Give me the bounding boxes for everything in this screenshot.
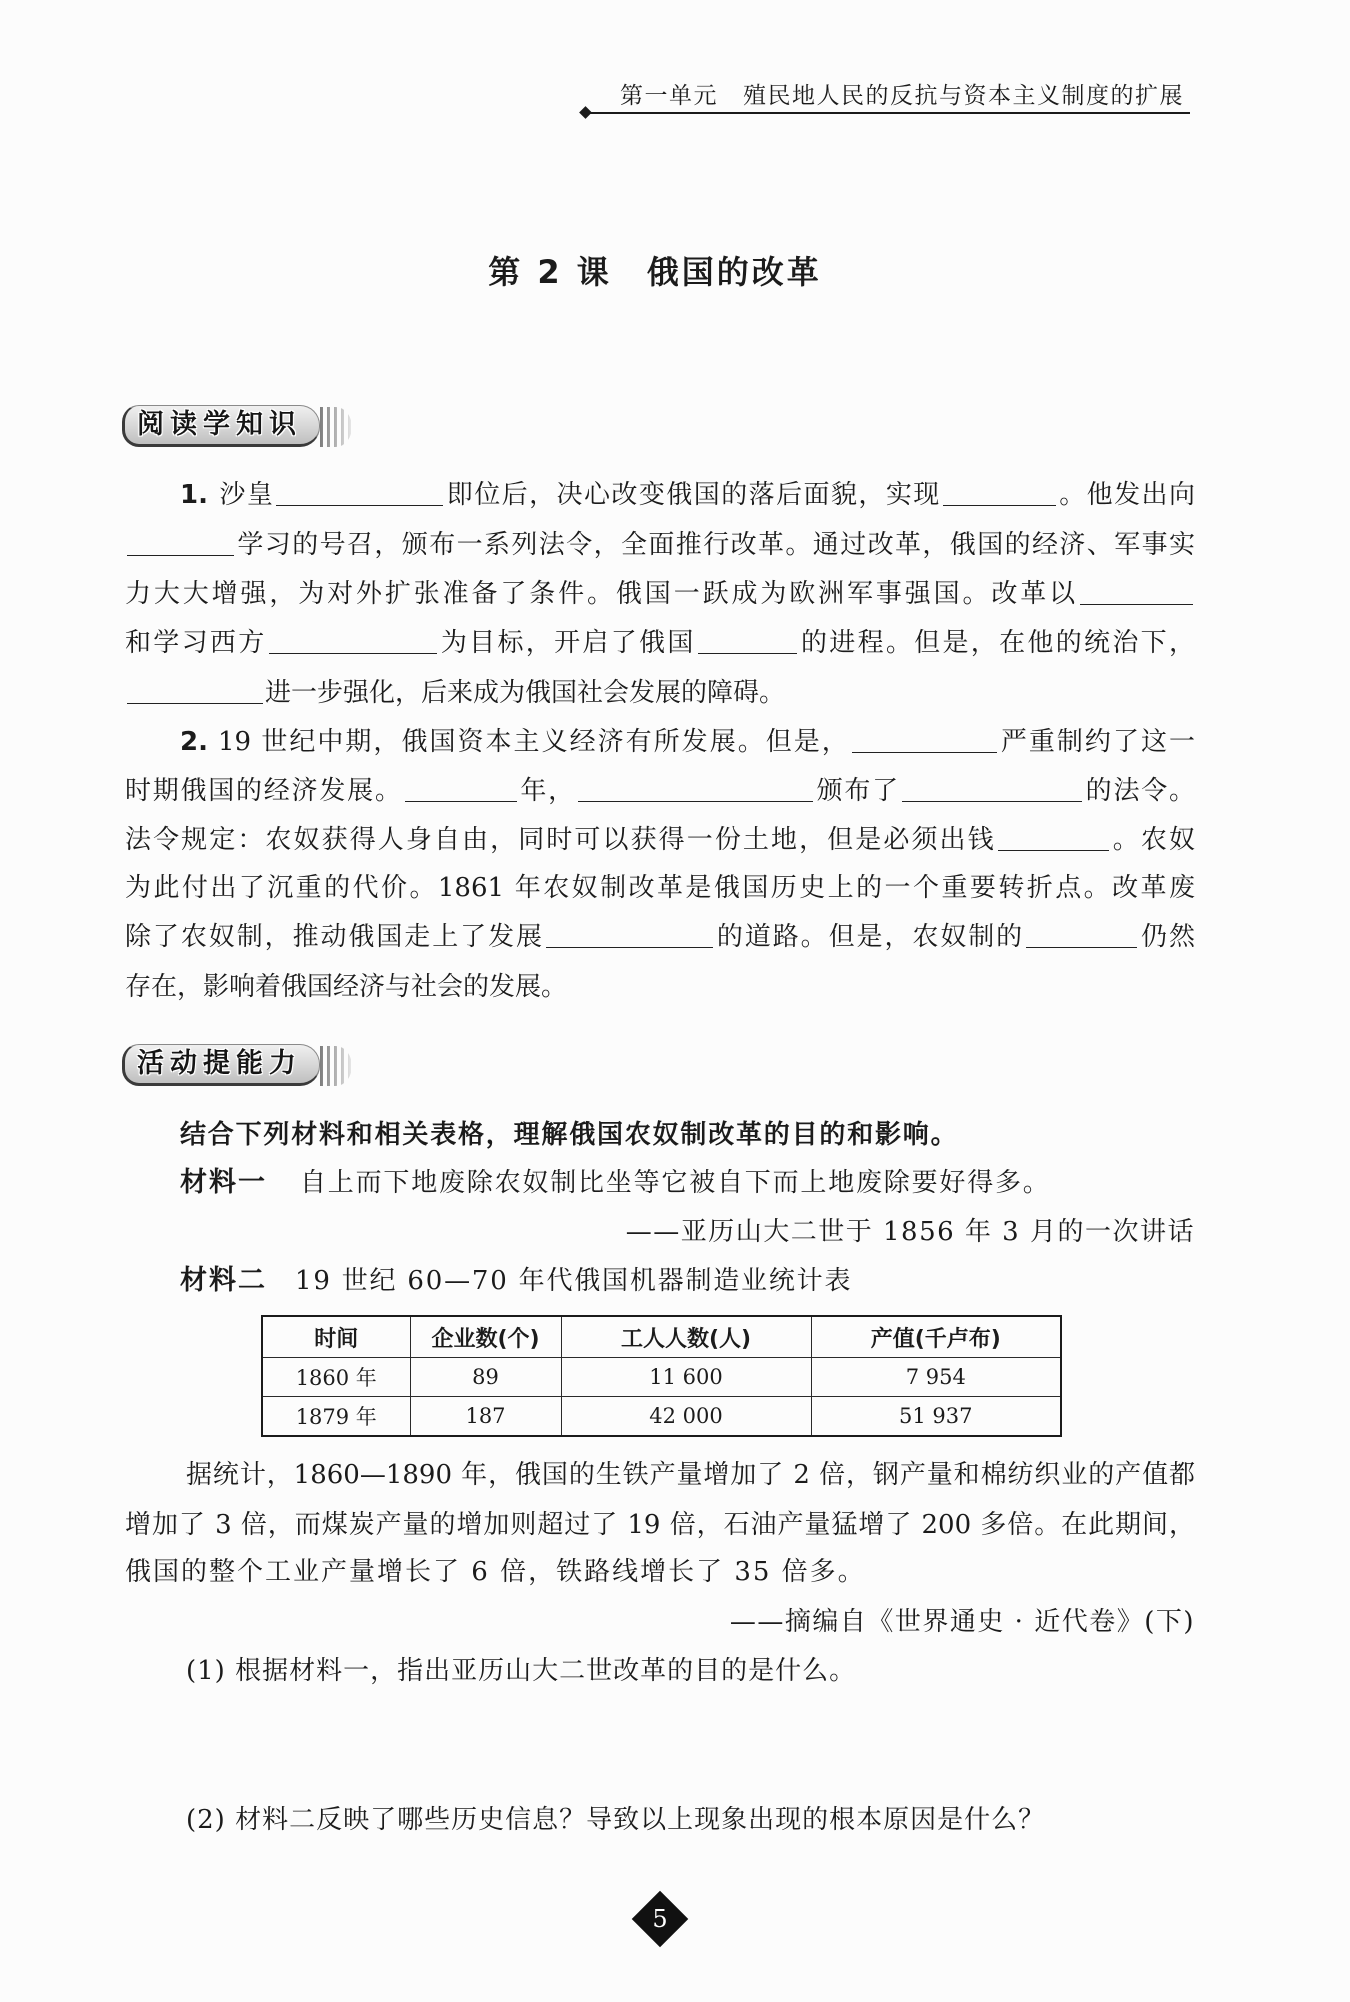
answer-blank	[902, 800, 1082, 802]
material-text-line	[125, 1505, 1195, 1545]
badge-stripes-decoration	[320, 1046, 352, 1086]
material-label: 材料二	[180, 1265, 267, 1296]
material-source: ——亚历山大二世于 1856 年 3 月的一次讲话	[625, 1217, 1195, 1247]
text-segment: 为此付出了沉重的代价。1861 年农奴制改革是俄国历史上的一个重要转折点。改革废	[125, 873, 1195, 903]
section-badge-activity	[122, 1044, 352, 1088]
answer-blank	[546, 946, 713, 948]
answer-blank	[276, 504, 443, 506]
text-segment: 和学习西方	[125, 628, 267, 658]
table-cell: 1879 年	[262, 1397, 410, 1437]
text-segment: 学习的号召，颁布一系列法令，全面推行改革。通过改革，俄国的经济、军事实	[236, 530, 1195, 560]
answer-blank	[405, 800, 517, 802]
unit-title: 殖民地人民的反抗与资本主义制度的扩展	[743, 83, 1184, 109]
table-cell: 187	[410, 1397, 561, 1437]
table-row	[262, 1397, 1061, 1437]
answer-blank	[1026, 946, 1137, 948]
material-two	[180, 1261, 852, 1301]
table-header-cell: 企业数(个)	[410, 1316, 561, 1358]
answer-blank	[1080, 603, 1193, 605]
text-segment: 除了农奴制，推动俄国走上了发展	[125, 922, 544, 952]
material-text-line	[125, 1552, 1195, 1592]
table-cell: 7 954	[811, 1358, 1061, 1397]
table-row	[262, 1358, 1061, 1397]
answer-blank	[698, 652, 797, 654]
reading-line	[125, 623, 1195, 663]
table-header-cell: 产值(千卢布)	[811, 1316, 1061, 1358]
answer-blank	[578, 800, 813, 802]
running-header	[620, 80, 1184, 112]
table-cell: 42 000	[561, 1397, 811, 1437]
text-segment: 法令规定：农奴获得人身自由，同时可以获得一份土地，但是必须出钱	[125, 825, 996, 855]
lesson-title: 第 2 课 俄国的改革	[488, 253, 822, 291]
unit-number: 第一单元	[620, 83, 718, 109]
reading-line	[125, 868, 1195, 908]
text-segment: 19 世纪中期，俄国资本主义经济有所发展。但是，	[217, 727, 850, 757]
text-segment: 年，	[518, 776, 576, 806]
section-title: 阅读学知识	[137, 409, 302, 440]
table-header-cell: 工人人数(人)	[561, 1316, 811, 1358]
material-source: ——摘编自《世界通史 · 近代卷》(下)	[729, 1607, 1195, 1637]
page-number: 5	[652, 1905, 668, 1933]
text-segment: 严重制约了这一	[998, 727, 1195, 757]
header-rule	[590, 112, 1190, 114]
answer-blank	[943, 504, 1056, 506]
badge-stripes-decoration	[320, 407, 352, 447]
question-2: (2) 材料二反映了哪些历史信息？导致以上现象出现的根本原因是什么？	[186, 1805, 1046, 1835]
material-quote: 自上而下地废除农奴制比坐等它被自下而上地废除要好得多。	[300, 1168, 1051, 1198]
text-segment: 的道路。但是，农奴制的	[714, 922, 1025, 952]
reading-line	[125, 574, 1195, 614]
text-segment: 为目标，开启了俄国	[438, 628, 696, 658]
text-segment: 据统计，1860—1890 年，俄国的生铁产量增加了 2 倍，钢产量和棉纺织业的产值都	[186, 1460, 1195, 1490]
badge-body	[122, 405, 320, 447]
answer-blank	[852, 751, 997, 753]
reading-line	[125, 771, 1195, 811]
reading-line	[180, 475, 1195, 515]
text-segment: 。农奴	[1110, 825, 1195, 855]
reading-line	[125, 673, 1195, 713]
text-segment: 进一步强化，后来成为俄国社会发展的障碍。	[265, 678, 786, 708]
question-number: 1.	[180, 480, 208, 510]
section-badge-reading	[122, 405, 352, 449]
text-segment: 力大大增强，为对外扩张准备了条件。俄国一跃成为欧洲军事强国。改革以	[125, 579, 1078, 609]
answer-blank	[127, 554, 234, 556]
text-segment: 存在，影响着俄国经济与社会的发展。	[125, 972, 568, 1002]
answer-blank	[998, 849, 1109, 851]
material-text-line	[186, 1455, 1195, 1495]
table-header-row	[262, 1316, 1061, 1358]
reading-line	[180, 722, 1195, 762]
activity-instruction: 结合下列材料和相关表格，理解俄国农奴制改革的目的和影响。	[180, 1120, 959, 1150]
question-1: (1) 根据材料一，指出亚历山大二世改革的目的是什么。	[186, 1656, 857, 1686]
text-segment: 时期俄国的经济发展。	[125, 776, 403, 806]
badge-body	[122, 1044, 320, 1086]
text-segment: 俄国的整个工业产量增长了 6 倍，铁路线增长了 35 倍多。	[125, 1557, 866, 1587]
text-segment: 的法令。	[1083, 776, 1195, 806]
answer-blank	[269, 652, 437, 654]
statistics-table	[261, 1315, 1062, 1437]
table-caption: 19 世纪 60—70 年代俄国机器制造业统计表	[295, 1266, 853, 1296]
text-segment: 颁布了	[814, 776, 900, 806]
reading-line	[125, 967, 1195, 1007]
text-segment: 沙皇	[217, 480, 275, 510]
text-segment: 。他发出向	[1057, 480, 1195, 510]
text-segment: 即位后，决心改变俄国的落后面貌，实现	[445, 480, 941, 510]
table-cell: 11 600	[561, 1358, 811, 1397]
table-cell: 89	[410, 1358, 561, 1397]
reading-line	[125, 820, 1195, 860]
reading-line	[125, 917, 1195, 957]
text-segment: 增加了 3 倍，而煤炭产量的增加则超过了 19 倍，石油产量猛增了 200 多倍。在此期间，	[125, 1510, 1195, 1540]
reading-line	[125, 525, 1195, 565]
table-cell: 1860 年	[262, 1358, 410, 1397]
text-segment: 的进程。但是，在他的统治下，	[798, 628, 1195, 658]
answer-blank	[127, 702, 263, 704]
section-title: 活动提能力	[137, 1048, 302, 1079]
material-label: 材料一	[180, 1167, 267, 1198]
table-cell: 51 937	[811, 1397, 1061, 1437]
material-one	[180, 1163, 1051, 1203]
question-number: 2.	[180, 727, 208, 757]
table-header-cell: 时间	[262, 1316, 410, 1358]
text-segment: 仍然	[1139, 922, 1195, 952]
